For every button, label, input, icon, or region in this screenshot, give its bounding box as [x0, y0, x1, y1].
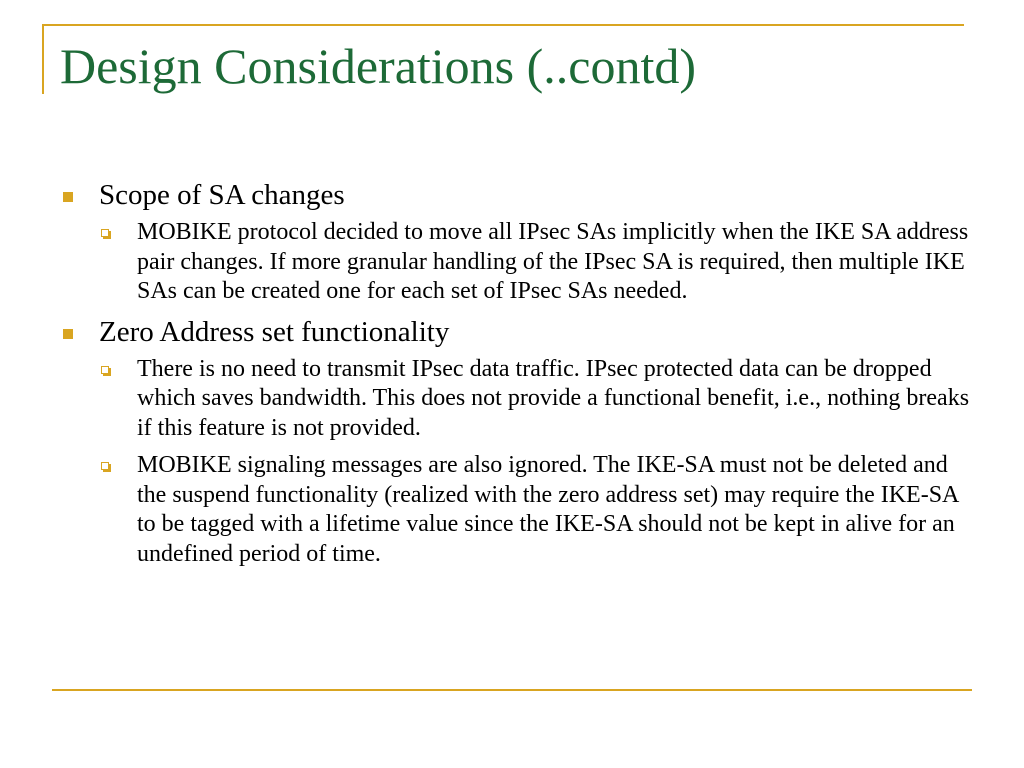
bullet-heading: Zero Address set functionality — [99, 315, 450, 348]
bullet-heading: Scope of SA changes — [99, 179, 345, 211]
bottom-border-line — [52, 689, 972, 691]
sub-bullet-no-ipsec-traffic — [62, 355, 972, 444]
slide-title: Design Considerations (..contd) — [60, 38, 697, 94]
hollow-square-bullet-icon — [101, 366, 109, 374]
hollow-square-bullet-icon — [101, 462, 109, 470]
sub-bullet-mobike-signaling — [62, 451, 972, 569]
left-border-line — [42, 24, 44, 94]
bullet-scope-of-sa-changes — [62, 178, 972, 213]
square-bullet-icon — [63, 192, 73, 202]
square-bullet-icon — [63, 329, 73, 339]
top-border-line — [42, 24, 964, 26]
slide-body — [62, 178, 972, 577]
sub-bullet-text: There is no need to transmit IPsec data traffic. IPsec protected data can be dropped which saves bandwidth. This does not provide a functional benefit, i.e., nothing breaks if this feature is not provided. — [137, 355, 970, 441]
sub-bullet-mobike-protocol — [62, 218, 972, 307]
hollow-square-bullet-icon — [101, 229, 109, 237]
bullet-zero-address-set — [62, 315, 972, 350]
sub-bullet-text: MOBIKE protocol decided to move all IPsec SAs implicitly when the IKE SA address pair changes. If more granular handling of the IPsec SA is required, then multiple IKE SAs can be created one for each set of IPsec SAs needed. — [137, 219, 969, 304]
sub-bullet-text: MOBIKE signaling messages are also ignored. The IKE-SA must not be deleted and the suspend functionality (realized with the zero address set) may require the IKE-SA to be tagged with a lifetime value since the IKE-SA should not be kept in alive for an undefined period of time. — [137, 452, 959, 567]
